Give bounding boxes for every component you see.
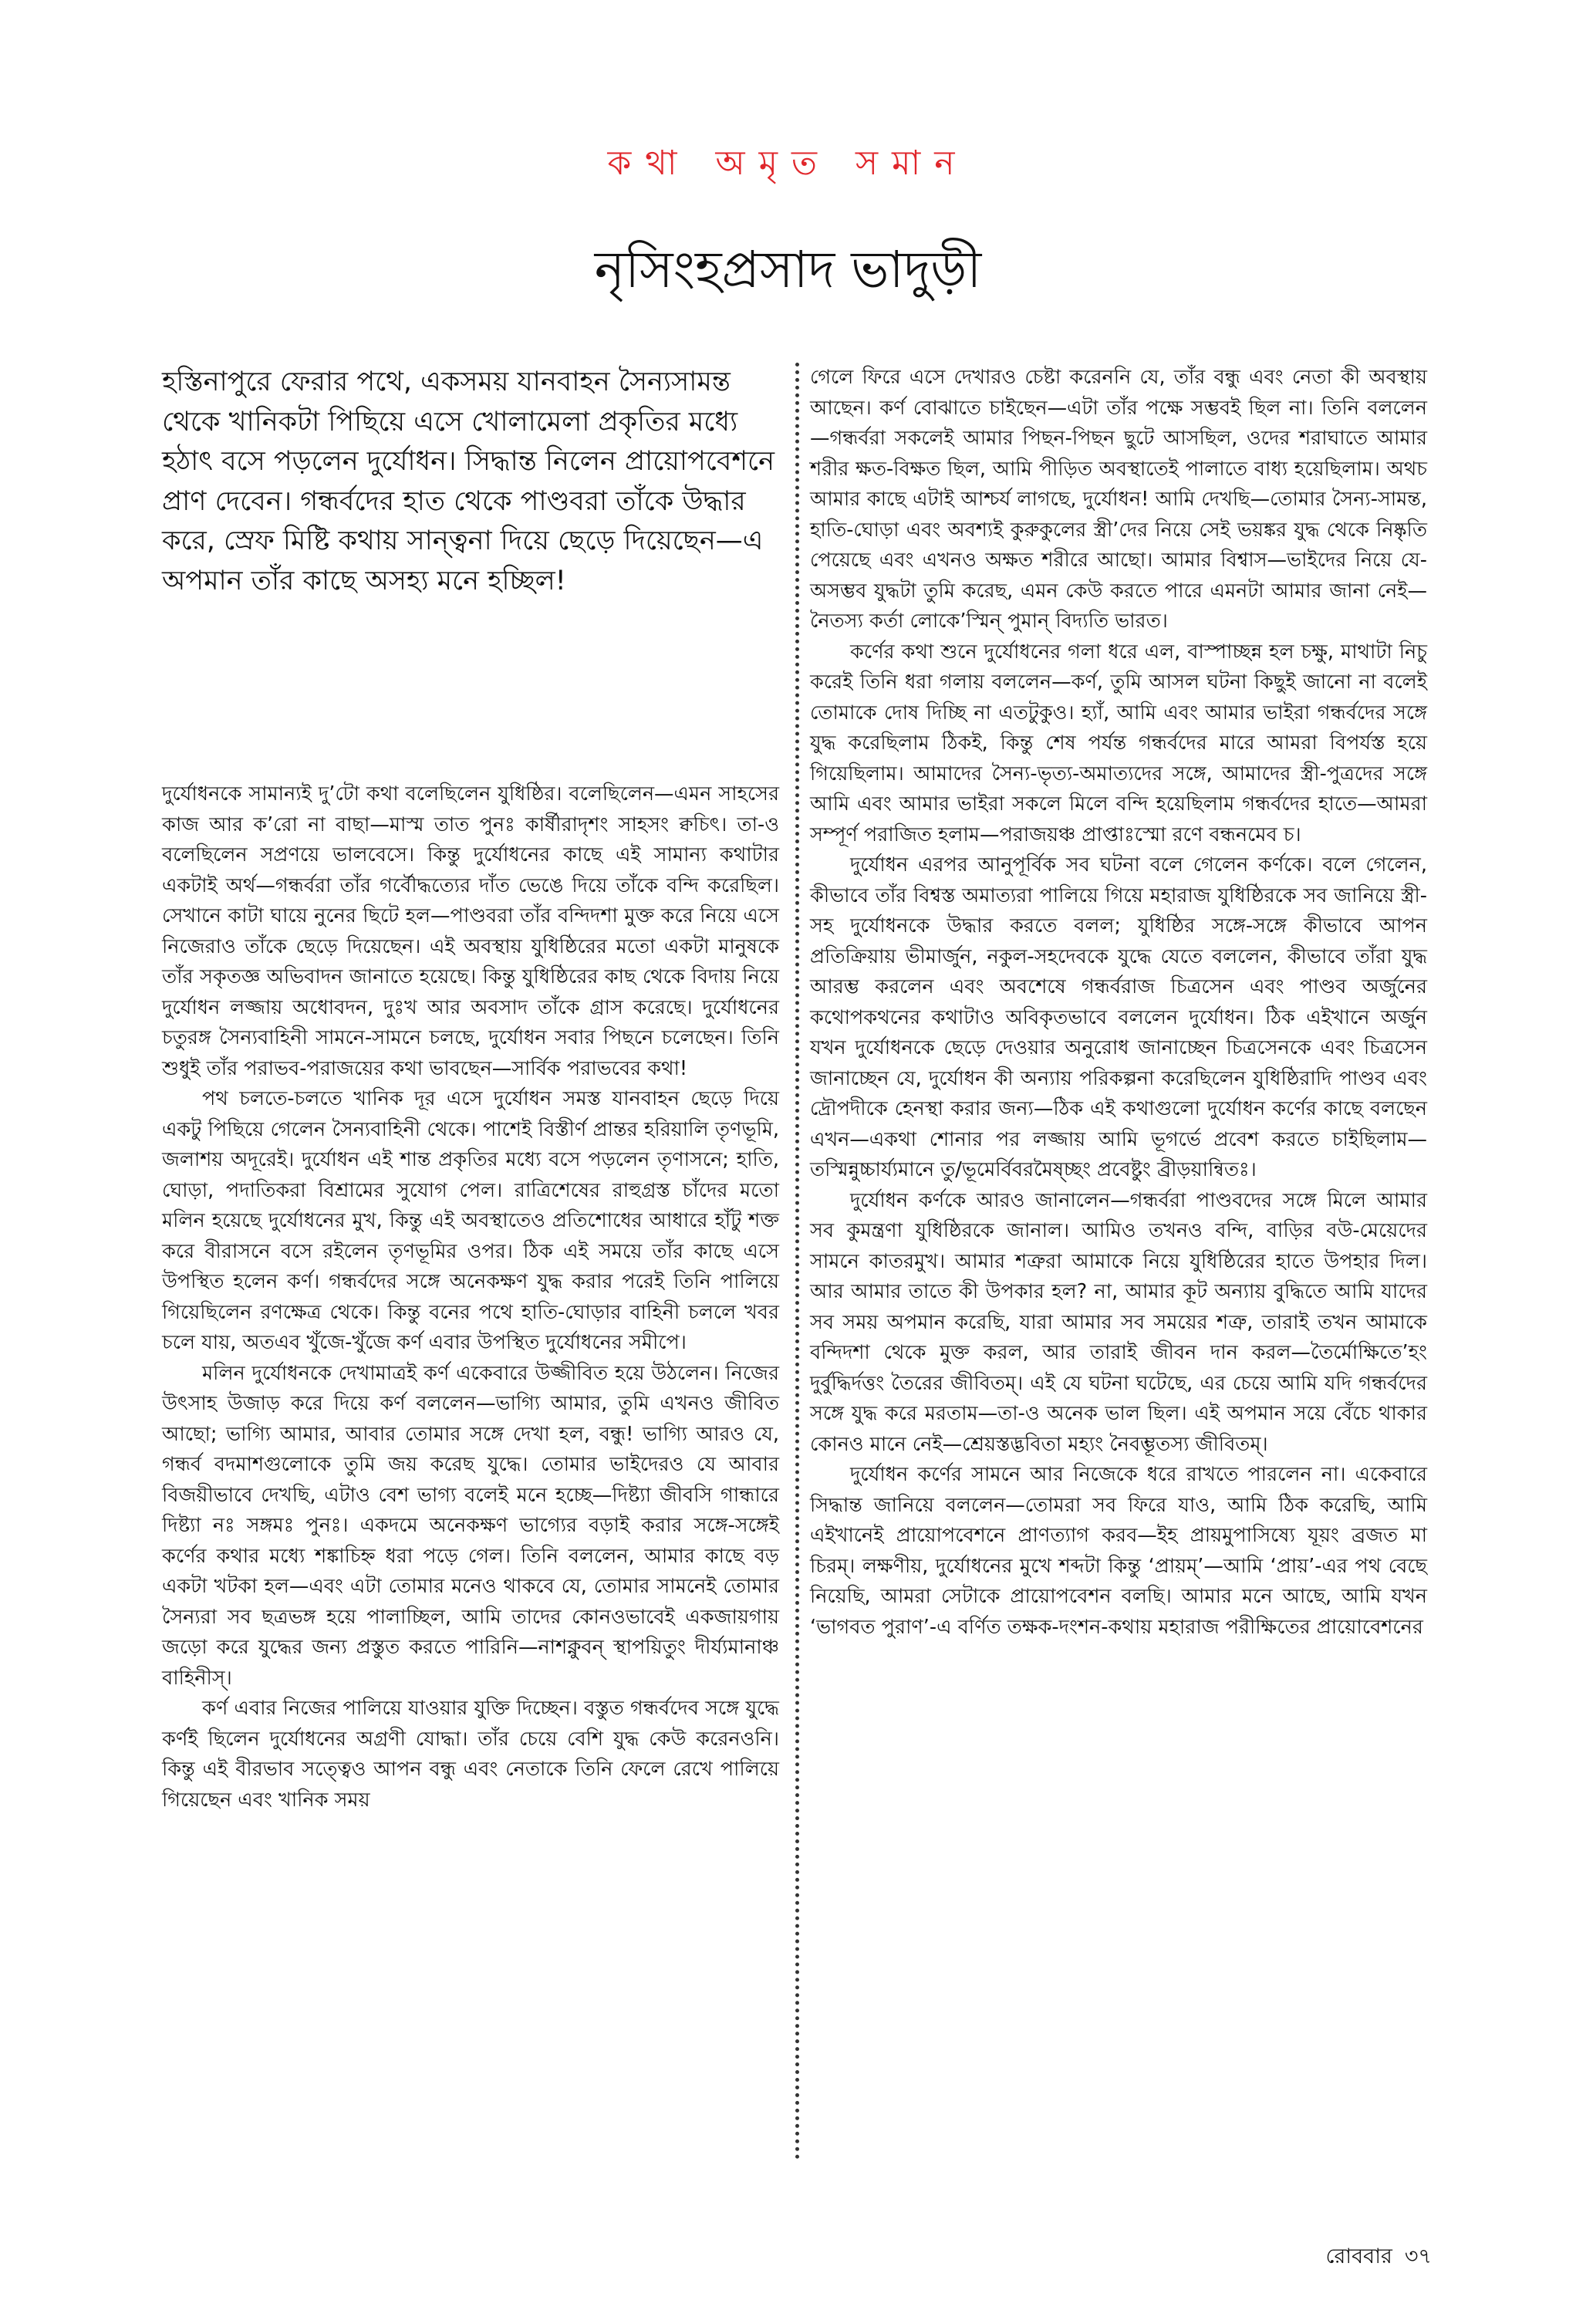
body-paragraph: গেলে ফিরে এসে দেখারও চেষ্টা করেননি যে, তাঁর বন্ধু এবং নেতা কী অবস্থায় আছেন। কর্ণ বোঝাতে চাইছেন—এটা তাঁর পক্ষে সম্ভবই ছিল না। তিনি বললেন—গন্ধর্বরা সকলেই আমার পিছন-পিছন ছুটে আসছিল, ওদের শরাঘাতে আমার শরীর ক্ষত-বিক্ষত ছিল, আমি পীড়িত অবস্থাতেই পালাতে বাধ্য হয়েছিলাম। অথচ আমার কাছে এটাই আশ্চর্য লাগছে, দুর্যোধন! আমি দেখছি—তোমার সৈন্য-সামন্ত, হাতি-ঘোড়া এবং অবশ্যই কুরুকুলের স্ত্রী’দের নিয়ে সেই ভয়ঙ্কর যুদ্ধ থেকে নিষ্কৃতি পেয়েছে এবং এখনও অক্ষত শরীরে আছো। আমার বিশ্বাস—ভাইদের নিয়ে যে-অসম্ভব যুদ্ধটা তুমি করেছ, এমন কেউ করতে পারে এমনটা আমার জানা নেই—নৈতস্য কর্তা লোকে’স্মিন্ পুমান্ বিদ্যতি ভারত। xyxy=(810,366,1427,633)
body-paragraph: দুর্যোধন এরপর আনুপূর্বিক সব ঘটনা বলে গেলেন কর্ণকে। বলে গেলেন, কীভাবে তাঁর বিশ্বস্ত অমাত্যরা পালিয়ে গিয়ে মহারাজ যুধিষ্ঠিরকে সব জানিয়ে স্ত্রী-সহ দুর্যোধনকে উদ্ধার করতে বলল; যুধিষ্ঠির সঙ্গে-সঙ্গে কীভাবে আপন প্রতিক্রিয়ায় ভীমার্জুন, নকুল-সহদেবকে যুদ্ধে যেতে বললেন, কীভাবে তাঁরা যুদ্ধ আরম্ভ করলেন এবং অবশেষে গন্ধর্বরাজ চিত্রসেন এবং পাণ্ডব অর্জুনের কথোপকথনের কথাটাও অবিকৃতভাবে বললেন দুর্যোধন। ঠিক এইখানে অর্জুন যখন দুর্যোধনকে ছেড়ে দেওয়ার অনুরোধ জানাচ্ছেন চিত্রসেনকে এবং চিত্রসেন জানাচ্ছেন যে, দুর্যোধন কী অন্যায় পরিকল্পনা করেছিলেন যুধিষ্ঠিরাদি পাণ্ডব এবং দ্রৌপদীকে হেনস্থা করার জন্য—ঠিক এই কথাগুলো দুর্যোধন কর্ণের কাছে বলছেন এখন—একথা শোনার পর লজ্জায় আমি ভূগর্ভে প্রবেশ করতে চাইছিলাম—তস্মিন্নুচ্চার্য্যমানে তু/ভূমের্বিবরমৈষ্চ্ছং প্রবেষ্টুং ব্রীড়য়ান্বিতঃ। xyxy=(810,853,1427,1181)
right-column xyxy=(810,363,1427,1643)
lead-paragraph: হস্তিনাপুরে ফেরার পথে, একসময় যানবাহন সৈন্যসামন্ত থেকে খানিকটা পিছিয়ে এসে খোলামেলা প্রকৃতির মধ্যে হঠাৎ বসে পড়লেন দুর্যোধন। সিদ্ধান্ত নিলেন প্রায়োপবেশনে প্রাণ দেবেন। গন্ধর্বদের হাত থেকে পাণ্ডবরা তাঁকে উদ্ধার করে, স্রেফ মিষ্টি কথায় সান্ত্বনা দিয়ে ছেড়ে দিয়েছেন—এ অপমান তাঁর কাছে অসহ্য মনে হচ্ছিল! xyxy=(162,367,775,596)
page-footer xyxy=(1203,2241,1432,2272)
body-paragraph: কর্ণের কথা শুনে দুর্যোধনের গলা ধরে এল, বাস্পাচ্ছন্ন হল চক্ষু, মাথাটা নিচু করেই তিনি ধরা গলায় বললেন—কর্ণ, তুমি আসল ঘটনা কিছুই জানো না বলেই তোমাকে দোষ দিচ্ছি না এতটুকুও। হ্যাঁ, আমি এবং আমার ভাইরা গন্ধর্বদের সঙ্গে যুদ্ধ করেছিলাম ঠিকই, কিন্তু শেষ পর্যন্ত গন্ধর্বদের মারে আমরা বিপর্যস্ত হয়ে গিয়েছিলাম। আমাদের সৈন্য-ভৃত্য-অমাত্যদের সঙ্গে, আমাদের স্ত্রী-পুত্রদের সঙ্গে আমি এবং আমার ভাইরা সকলে মিলে বন্দি হয়েছিলাম গন্ধর্বদের হাতে—আমরা সম্পূর্ণ পরাজিত হলাম—পরাজয়ঞ্চ প্রাপ্তাঃস্মো রণে বন্ধনমেব চ। xyxy=(810,640,1427,846)
body-paragraph: কর্ণ এবার নিজের পালিয়ে যাওয়ার যুক্তি দিচ্ছেন। বস্তুত গন্ধর্বদেব সঙ্গে যুদ্ধে কর্ণই ছিলেন দুর্যোধনের অগ্রণী যোদ্ধা। তাঁর চেয়ে বেশি যুদ্ধ কেউ করেনওনি। কিন্তু এই বীরভাব সত্ত্বেও আপন বন্ধু এবং নেতাকে তিনি ফেলে রেখে পালিয়ে গিয়েছেন এবং খানিক সময় xyxy=(162,1697,779,1812)
lead-paragraph-block xyxy=(162,363,779,779)
series-title: কথা অমৃত সমান xyxy=(607,144,969,183)
left-body-text xyxy=(162,779,779,1816)
author-name: নৃসিংহপ্রসাদ ভাদুড়ী xyxy=(594,240,982,299)
body-paragraph: মলিন দুর্যোধনকে দেখামাত্রই কর্ণ একেবারে উজ্জীবিত হয়ে উঠলেন। নিজের উৎসাহ উজাড় করে দিয়ে কর্ণ বললেন—ভাগ্যি আমার, তুমি এখনও জীবিত আছো; ভাগ্যি আমার, আবার তোমার সঙ্গে দেখা হল, বন্ধু! ভাগ্যি আরও যে, গন্ধর্ব বদমাশগুলোকে তুমি জয় করেছ যুদ্ধে। তোমার ভাইদেরও যে আবার বিজয়ীভাবে দেখছি, এটাও বেশ ভাগ্য বলেই মনে হচ্ছে—দিষ্ট্যা জীবসি গান্ধারে দিষ্ট্যা নঃ সঙ্গমঃ পুনঃ। একদমে অনেকক্ষণ ভাগ্যের বড়াই করার সঙ্গে-সঙ্গেই কর্ণের কথার মধ্যে শঙ্কাচিহ্ন ধরা পড়ে গেল। তিনি বললেন, আমার কাছে বড় একটা খটকা হল—এবং এটা তোমার মনেও থাকবে যে, তোমার সামনেই তোমার সৈন্যরা সব ছত্রভঙ্গ হয়ে পালাচ্ছিল, আমি তাদের কোনওভাবেই একজায়গায় জড়ো করে যুদ্ধের জন্য প্রস্তুত করতে পারিনি—নাশক্নুবন্ স্থাপয়িতুং দীর্য্যমানাঞ্চ বাহিনীস্। xyxy=(162,1361,779,1690)
page-number: ৩৭ xyxy=(1404,2245,1432,2268)
right-body-text xyxy=(810,363,1427,1643)
body-paragraph: দুর্যোধনকে সামান্যই দু’টো কথা বলেছিলেন যুধিষ্ঠির। বলেছিলেন—এমন সাহসের কাজ আর ক’রো না বাছা—মাস্ম তাত পুনঃ কার্ষীরাদৃশং সাহসং ক্বচিৎ। তা-ও বলেছিলেন সপ্রণয়ে ভালবেসে। কিন্তু দুর্যোধনের কাছে এই সামান্য কথাটার একটাই অর্থ—গন্ধর্বরা তাঁর গর্বৌদ্ধত্যের দাঁত ভেঙে দিয়ে তাঁকে বন্দি করেছিল। সেখানে কাটা ঘায়ে নুনের ছিটে হল—পাণ্ডবরা তাঁর বন্দিদশা মুক্ত করে নিয়ে এসে নিজেরাও তাঁকে ছেড়ে দিয়েছেন। এই অবস্থায় যুধিষ্ঠিরের মতো একটা মানুষকে তাঁর সকৃতজ্ঞ অভিবাদন জানাতে হয়েছে। কিন্তু যুধিষ্ঠিরের কাছ থেকে বিদায় নিয়ে দুর্যোধন লজ্জায় অধোবদন, দুঃখ আর অবসাদ তাঁকে গ্রাস করেছে। দুর্যোধনের চতুরঙ্গ সৈন্যবাহিনী সামনে-সামনে চলছে, দুর্যোধন সবার পিছনে চলেছেন। তিনি শুধুই তাঁর পরাভব-পরাজয়ের কথা ভাবছেন—সার্বিক পরাভবের কথা! xyxy=(162,782,779,1080)
body-paragraph: পথ চলতে-চলতে খানিক দূর এসে দুর্যোধন সমস্ত যানবাহন ছেড়ে দিয়ে একটু পিছিয়ে গেলেন সৈন্যবাহিনী থেকে। পাশেই বিস্তীর্ণ প্রান্তর হরিয়ালি তৃণভূমি, জলাশয় অদূরেই। দুর্যোধন এই শান্ত প্রকৃতির মধ্যে বসে পড়লেন তৃণাসনে; হাতি, ঘোড়া, পদাতিকরা বিশ্রামের সুযোগ পেল। রাত্রিশেষের রাহুগ্রস্ত চাঁদের মতো মলিন হয়েছে দুর্যোধনের মুখ, কিন্তু এই অবস্থাতেও প্রতিশোধের আধারে হাঁটু শক্ত করে বীরাসনে বসে রইলেন তৃণভূমির ওপর। ঠিক এই সময়ে তাঁর কাছে এসে উপস্থিত হলেন কর্ণ। গন্ধর্বদের সঙ্গে অনেকক্ষণ যুদ্ধ করার পরেই তিনি পালিয়ে গিয়েছিলেন রণক্ষেত্র থেকে। কিন্তু বনের পথে হাতি-ঘোড়ার বাহিনী চললে খবর চলে যায়, অতএব খুঁজে-খুঁজে কর্ণ এবার উপস্থিত দুর্যোধনের সমীপে। xyxy=(162,1087,779,1354)
left-column xyxy=(162,363,779,1816)
body-paragraph: দুর্যোধন কর্ণকে আরও জানালেন—গন্ধর্বরা পাণ্ডবদের সঙ্গে মিলে আমার সব কুমন্ত্রণা যুধিষ্ঠিরকে জানাল। আমিও তখনও বন্দি, বাড়ির বউ-মেয়েদের সামনে কাতরমুখ। আমার শত্রুরা আমাকে নিয়ে যুধিষ্ঠিরের হাতে উপহার দিল। আর আমার তাতে কী উপকার হল? না, আমার কূট অন্যায় বুদ্ধিতে আমি যাদের সব সময় অপমান করেছি, যারা আমার সব সময়ের শত্রু, তারাই তখন আমাকে বন্দিদশা থেকে মুক্ত করল, আর তারাই জীবন দান করল—তৈর্মোক্ষিতে’হং দুর্বুদ্ধির্দত্তং তৈরের জীবিতম্। এই যে ঘটনা ঘটেছে, এর চেয়ে আমি যদি গন্ধর্বদের সঙ্গে যুদ্ধ করে মরতাম—তা-ও অনেক ভাল ছিল। এই অপমান সয়ে বেঁচে থাকার কোনও মানে নেই—শ্রেয়স্তদ্ভবিতা মহ্যং নৈবম্ভূতস্য জীবিতম্। xyxy=(810,1188,1427,1456)
body-paragraph: দুর্যোধন কর্ণের সামনে আর নিজেকে ধরে রাখতে পারলেন না। একেবারে সিদ্ধান্ত জানিয়ে বললেন—তোমরা সব ফিরে যাও, আমি ঠিক করেছি, আমি এইখানেই প্রায়োপবেশনে প্রাণত্যাগ করব—ইহ প্রায়মুপাসিষ্যে যূয়ং ব্রজত মা চিরম্। লক্ষণীয়, দুর্যোধনের মুখে শব্দটা কিন্তু ‘প্রায়ম্’—আমি ‘প্রায়’-এর পথ বেছে নিয়েছি, আমরা সেটাকে প্রায়োপবেশন বলছি। আমার মনে আছে, আমি যখন ‘ভাগবত পুরাণ’-এ বর্ণিত তক্ষক-দংশন-কথায় মহারাজ পরীক্ষিতের প্রায়োবেশনের xyxy=(810,1463,1427,1639)
column-divider xyxy=(795,363,799,2160)
magazine-name: রোববার xyxy=(1325,2245,1392,2268)
